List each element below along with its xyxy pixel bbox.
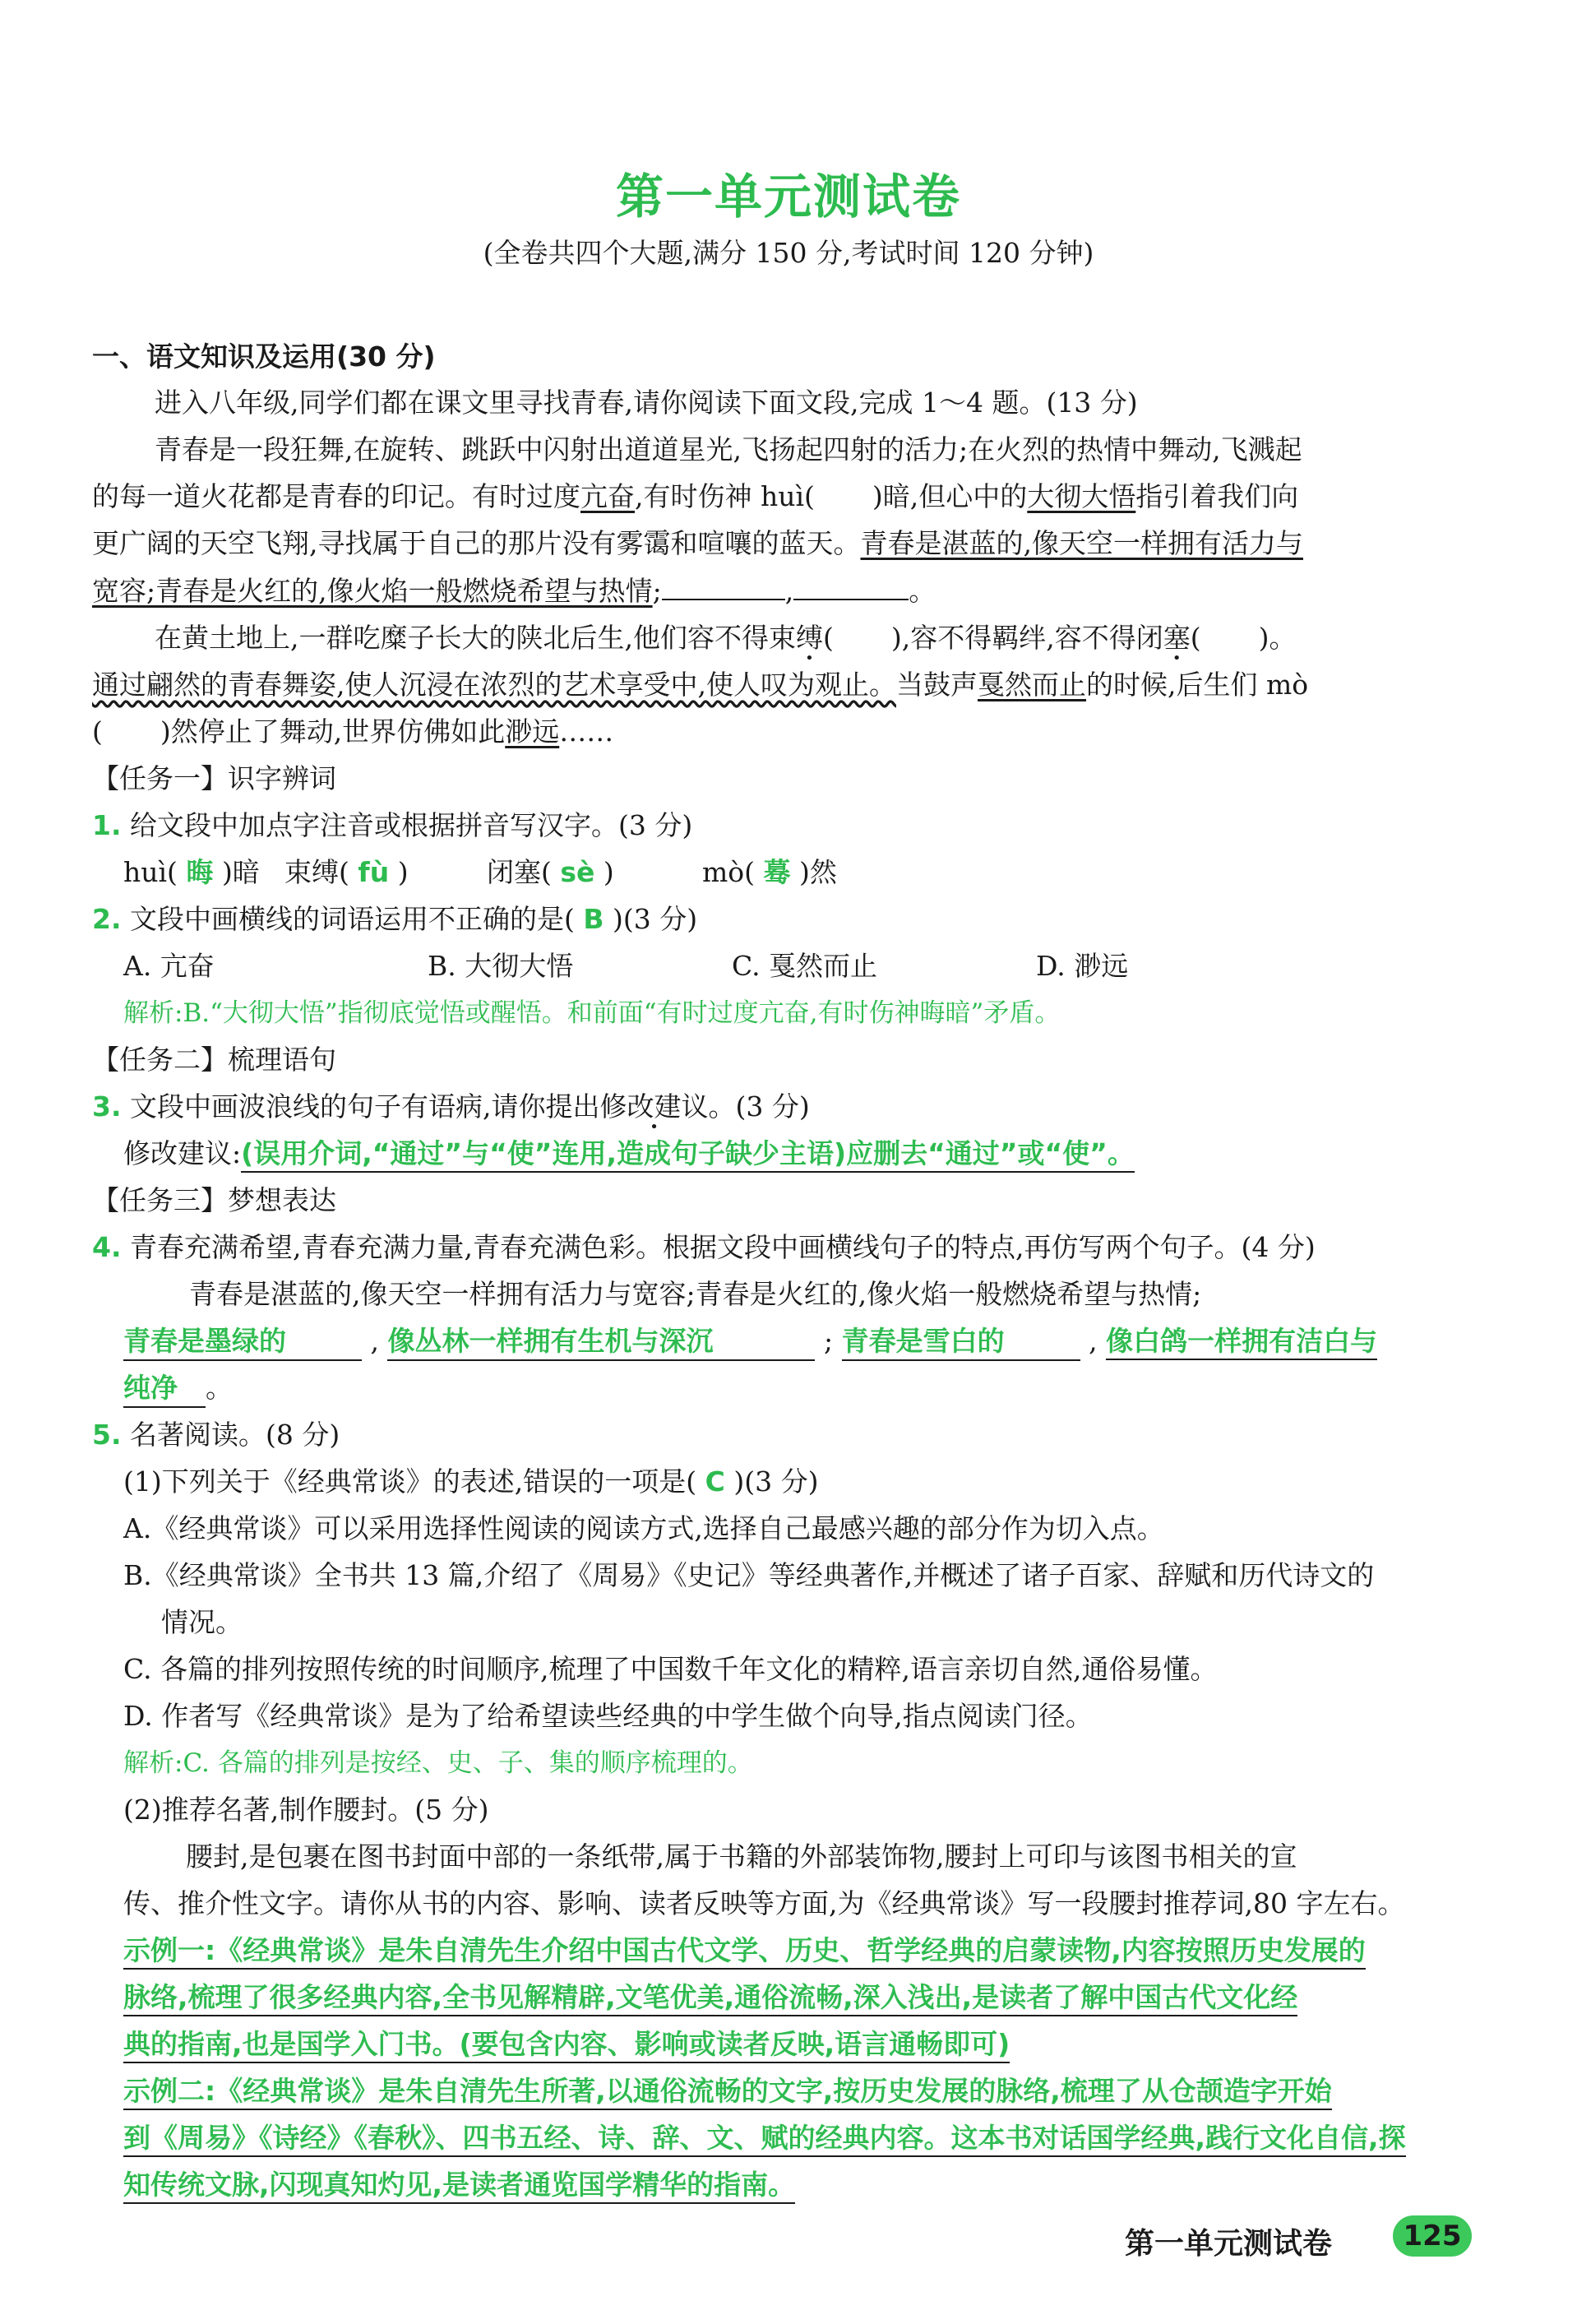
example-answer-1: 典的指南,也是国学入门书。(要包含内容、影响或读者反映,语言通畅即可) [123,2028,1010,2061]
passage-line: 青春是一段狂舞,在旋转、跳跃中闪射出道道星光,飞扬起四射的活力;在火烈的热情中舞动,飞溅起 [155,433,1302,465]
q5-sub2-text: 传、推介性文字。请你从书的内容、影响、读者反映等方面,为《经典常谈》写一段腰封推荐词,80 字左右。 [123,1887,1405,1919]
underlined-word: 戛然而止 [977,669,1086,701]
passage-line: 通过翩然的青春舞姿,使人沉浸在浓烈的艺术享受中,使人叹为观止。当鼓声戛然而止的时候,后生们 mò [92,669,1309,701]
task-heading: 【任务二】梳理语句 [92,1044,336,1076]
q2-options: A. 亢奋 B. 大彻大悟 C. 戛然而止 D. 渺远 [123,950,1129,982]
q2-explanation: 解析:B.“大彻大悟”指彻底觉悟或醒悟。和前面“有时过度亢奋,有时伤神晦暗”矛盾。 [123,998,1061,1028]
q5-sub1: (1)下列关于《经典常谈》的表述,错误的一项是( C )(3 分) [123,1465,819,1498]
underlined-sentence: 青春是湛蓝的,像天空一样拥有活力与 [860,527,1303,559]
section-heading: 一、语文知识及运用(30 分) [92,340,436,373]
question-5: 5. 名著阅读。(8 分) [92,1419,340,1451]
page-subtitle: (全卷共四个大题,满分 150 分,考试时间 120 分钟) [483,237,1094,269]
q5-option-b-cont: 情况。 [161,1606,243,1638]
question-4: 4. 青春充满希望,青春充满力量,青春充满色彩。根据文段中画横线句子的特点,再仿写两个句子。(4 分) [92,1231,1316,1263]
page-title: 第一单元测试卷 [615,169,961,225]
underlined-word: 渺远 [505,715,560,748]
section-intro: 进入八年级,同学们都在课文里寻找青春,请你阅读下面文段,完成 1～4 题。(13 分) [155,387,1138,419]
q4-example: 青春是湛蓝的,像天空一样拥有活力与宽容;青春是火红的,像火焰一般燃烧希望与热情; [189,1278,1202,1310]
passage-line: 的每一道火花都是青春的印记。有时过度亢奋,有时伤神 huì( )暗,但心中的大彻大悟指引着我们向 [92,480,1299,512]
q1-answers: huì( 晦 )暗 束缚( fù ) 闭塞( sè ) mò( 蓦 )然 [123,856,837,888]
example-answer-1: 示例一:《经典常谈》是朱自清先生介绍中国古代文学、历史、哲学经典的启蒙读物,内容按照历史发展的 [123,1934,1366,1967]
q5-option-c: C. 各篇的排列按照传统的时间顺序,梳理了中国数千年文化的精粹,语言亲切自然,通俗易懂。 [123,1653,1218,1685]
underlined-sentence: 宽容;青春是火红的,像火焰一般燃烧希望与热情 [92,575,653,607]
answer-blank [662,574,785,600]
passage-line: 宽容;青春是火红的,像火焰一般燃烧希望与热情; , 。 [92,575,936,607]
passage-line: 更广阔的天空飞翔,寻找属于自己的那片没有雾霭和喧嚷的蓝天。青春是湛蓝的,像天空一样拥有活力与 [92,527,1303,559]
task-heading: 【任务三】梦想表达 [92,1184,336,1216]
q5-explanation: 解析:C. 各篇的排列是按经、史、子、集的顺序梳理的。 [123,1748,753,1778]
q4-answer: 青春是墨绿的 , 像丛林一样拥有生机与深沉 ; 青春是雪白的 , 像白鸽一样拥有洁白与 [123,1325,1377,1361]
q5-option-b: B.《经典常谈》全书共 13 篇,介绍了《周易》《史记》等经典著作,并概述了诸子百家、辞赋和历代诗文的 [123,1559,1375,1591]
example-answer-2: 示例二:《经典常谈》是朱自清先生所著,以通俗流畅的文字,按历史发展的脉络,梳理了从仓颉造字开始 [123,2075,1332,2108]
q4-answer-cont: 纯净 。 [123,1372,233,1408]
answer-blank [793,574,909,600]
q5-sub2-text: 腰封,是包裹在图书封面中部的一条纸带,属于书籍的外部装饰物,腰封上可印与该图书相关的宣 [186,1840,1297,1873]
underlined-word: 亢奋 [580,480,635,512]
example-answer-2: 到《周易》《诗经》《春秋》、四书五经、诗、辞、文、赋的经典内容。这本书对话国学经典,践行文化自信,探 [123,2122,1406,2155]
question-3: 3. 文段中画波浪线的句子有语病,请你提出修改建议。(3 分) [92,1090,810,1123]
q5-option-d: D. 作者写《经典常谈》是为了给希望读些经典的中学生做个向导,指点阅读门径。 [123,1700,1093,1732]
q5-option-a: A.《经典常谈》可以采用选择性阅读的阅读方式,选择自己最感兴趣的部分作为切入点。 [123,1512,1164,1544]
q5-sub2: (2)推荐名著,制作腰封。(5 分) [123,1794,489,1826]
example-answer-1: 脉络,梳理了很多经典内容,全书见解精辟,文笔优美,通俗流畅,深入浅出,是读者了解中国古代文化经 [123,1981,1297,2014]
q3-answer: 修改建议:(误用介词,“通过”与“使”连用,造成句子缺少主语)应删去“通过”或“使”。 [123,1137,1135,1170]
question-1: 1. 给文段中加点字注音或根据拼音写汉字。(3 分) [92,809,693,841]
footer-title: 第一单元测试卷 [1125,2227,1333,2261]
task-heading: 【任务一】识字辨词 [92,762,336,794]
example-answer-2: 知传统文脉,闪现真知灼见,是读者通览国学精华的指南。 [123,2169,795,2201]
underlined-word: 大彻大悟 [1027,480,1136,512]
page-number-badge: 125 [1393,2215,1472,2257]
question-2: 2. 文段中画横线的词语运用不正确的是( B )(3 分) [92,903,698,935]
passage-line: ( )然停止了舞动,世界仿佛如此渺远…… [92,715,614,748]
wavy-sentence: 通过翩然的青春舞姿,使人沉浸在浓烈的艺术享受中,使人叹为观止。 [92,669,896,701]
passage-line: 在黄土地上,一群吃糜子长大的陕北后生,他们容不得束缚( ),容不得羁绊,容不得闭塞( )。 [155,622,1297,654]
